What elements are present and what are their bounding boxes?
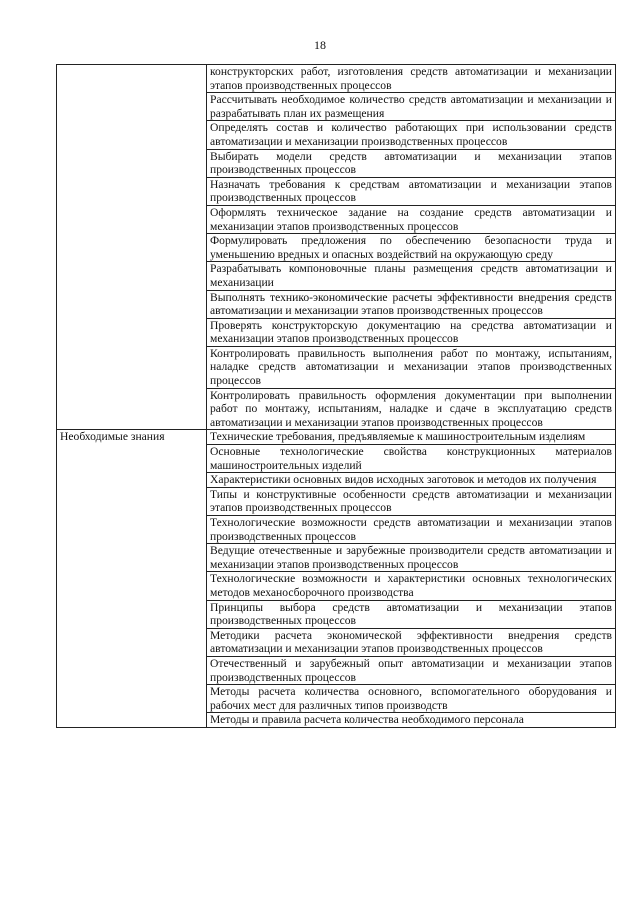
requirement-item: Принципы выбора средств автоматизации и механизации этапов производственных процессов [207,600,616,628]
requirement-item: Технические требования, предъявляемые к машиностроительным изделиям [207,430,616,445]
requirement-item: Выполнять технико-экономические расчеты эффективности внедрения средств автоматизации и механизации этапов производственных процессов [207,290,616,318]
requirements-table [56,64,616,728]
requirement-item: Оформлять техническое задание на создание средств автоматизации и механизации этапов производственных процессов [207,205,616,233]
page-number: 18 [314,38,326,52]
requirement-item: Ведущие отечественные и зарубежные производители средств автоматизации и механизации этапов производственных процессов [207,544,616,572]
requirement-item: Контролировать правильность выполнения работ по монтажу, испытаниям, наладке средств автоматизации и механизации этапов производственных процессов [207,346,616,388]
requirement-item: Технологические возможности средств автоматизации и механизации этапов производственных процессов [207,516,616,544]
requirement-item: Выбирать модели средств автоматизации и механизации этапов производственных процессов [207,149,616,177]
requirement-item: Характеристики основных видов исходных заготовок и методов их получения [207,473,616,488]
requirement-item: Формулировать предложения по обеспечению безопасности труда и уменьшению вредных и опасных воздействий на окружающую среду [207,234,616,262]
requirement-item: Методы расчета количества основного, вспомогательного оборудования и рабочих мест для различных типов производств [207,685,616,713]
requirement-item: Разрабатывать компоновочные планы размещения средств автоматизации и механизации [207,262,616,290]
requirement-item: Отечественный и зарубежный опыт автоматизации и механизации этапов производственных процессов [207,656,616,684]
requirements-table-body [57,65,616,728]
table-row [57,430,616,445]
requirement-item: Рассчитывать необходимое количество средств автоматизации и механизации и разрабатывать план их размещения [207,93,616,121]
requirement-item: Назначать требования к средствам автоматизации и механизации этапов производственных процессов [207,177,616,205]
section-label [57,65,207,430]
section-label: Необходимые знания [57,430,207,727]
requirement-item: Проверять конструкторскую документацию на средства автоматизации и механизации этапов производственных процессов [207,318,616,346]
requirement-item: Контролировать правильность оформления документации при выполнении работ по монтажу, испытаниям, наладке и сдаче в эксплуатацию средств автоматизации и механизации этапов производственных процессов [207,388,616,430]
requirement-item: Типы и конструктивные особенности средств автоматизации и механизации этапов производственных процессов [207,487,616,515]
requirement-item: Методики расчета экономической эффективности внедрения средств автоматизации и механизации этапов производственных процессов [207,628,616,656]
requirement-item: Технологические возможности и характеристики основных технологических методов механосборочного производства [207,572,616,600]
requirement-item: Методы и правила расчета количества необходимого персонала [207,713,616,728]
table-row [57,65,616,93]
requirement-item: Определять состав и количество работающих при использовании средств автоматизации и механизации производственных процессов [207,121,616,149]
requirement-item: конструкторских работ, изготовления средств автоматизации и механизации этапов производственных процессов [207,65,616,93]
requirement-item: Основные технологические свойства конструкционных материалов машиностроительных изделий [207,445,616,473]
